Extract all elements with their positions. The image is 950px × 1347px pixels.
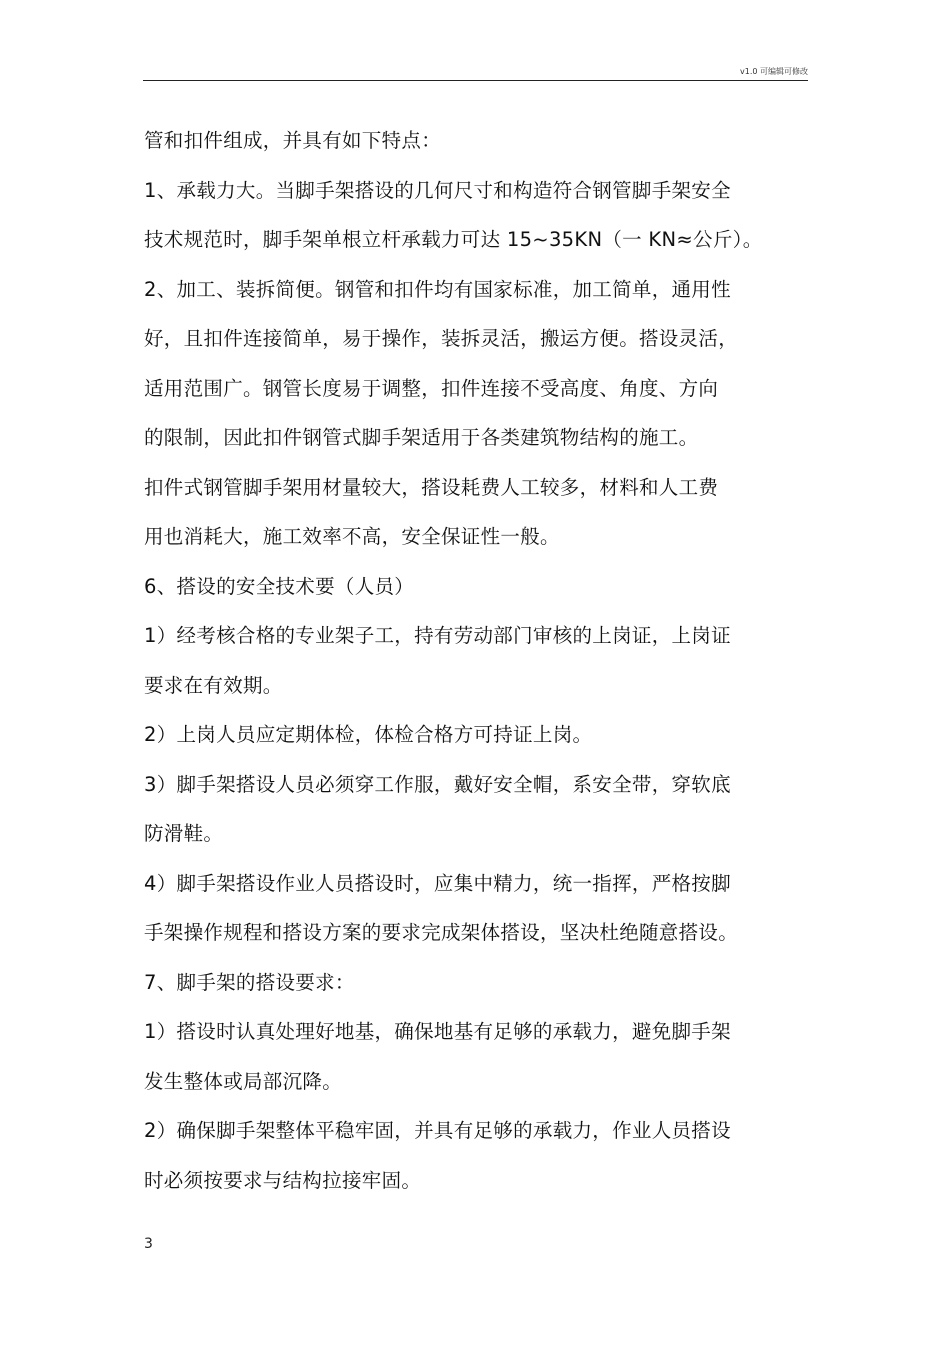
text-line: 管和扣件组成，并具有如下特点：: [144, 129, 442, 152]
text-line: 要求在有效期。: [144, 673, 283, 697]
text-line: 防滑鞋。: [144, 822, 224, 845]
text-line: 手架操作规程和搭设方案的要求完成架体搭设，坚决杜绝随意搭设。: [144, 921, 739, 944]
text-line: 4）脚手架搭设作业人员搭设时，应集中精力，统一指挥，严格按脚: [144, 871, 731, 895]
text-line: 发生整体或局部沉降。: [144, 1069, 343, 1093]
version-tag: v1.0 可编辑可修改: [740, 67, 808, 76]
text-line: 的限制，因此扣件钢管式脚手架适用于各类建筑物结构的施工。: [144, 426, 699, 449]
text-line: 技术规范时，脚手架单根立杆承载力可达 15~35KN（一 KN≈公斤）。: [144, 228, 763, 251]
page-number: 3: [144, 1236, 153, 1252]
body-text: [144, 124, 814, 1213]
text-line: 1）经考核合格的专业架子工，持有劳动部门审核的上岗证，上岗证: [144, 624, 731, 647]
text-line: 适用范围广。钢管长度易于调整，扣件连接不受高度、角度、方向: [144, 376, 719, 400]
text-line: 1、承载力大。当脚手架搭设的几何尺寸和构造符合钢管脚手架安全: [144, 178, 731, 202]
text-line: 3）脚手架搭设人员必须穿工作服，戴好安全帽，系安全带，穿软底: [144, 772, 731, 796]
text-line: 6、搭设的安全技术要（人员）: [144, 574, 415, 598]
header-divider: [143, 80, 808, 81]
text-line: 2）确保脚手架整体平稳牢固，并具有足够的承载力，作业人员搭设: [144, 1119, 731, 1142]
text-line: 2）上岗人员应定期体检，体检合格方可持证上岗。: [144, 723, 593, 746]
text-line: 扣件式钢管脚手架用材量较大，搭设耗费人工较多，材料和人工费: [144, 475, 719, 499]
text-line: 7、脚手架的搭设要求：: [144, 970, 355, 994]
text-line: 好，且扣件连接简单，易于操作，装拆灵活，搬运方便。搭设灵活，: [144, 327, 739, 350]
text-line: 时必须按要求与结构拉接牢固。: [144, 1168, 422, 1192]
text-line: 2、加工、装拆简便。钢管和扣件均有国家标准，加工简单，通用性: [144, 277, 731, 301]
text-line: 用也消耗大，施工效率不高，安全保证性一般。: [144, 525, 560, 548]
text-line: 1）搭设时认真处理好地基，确保地基有足够的承载力，避免脚手架: [144, 1020, 731, 1043]
